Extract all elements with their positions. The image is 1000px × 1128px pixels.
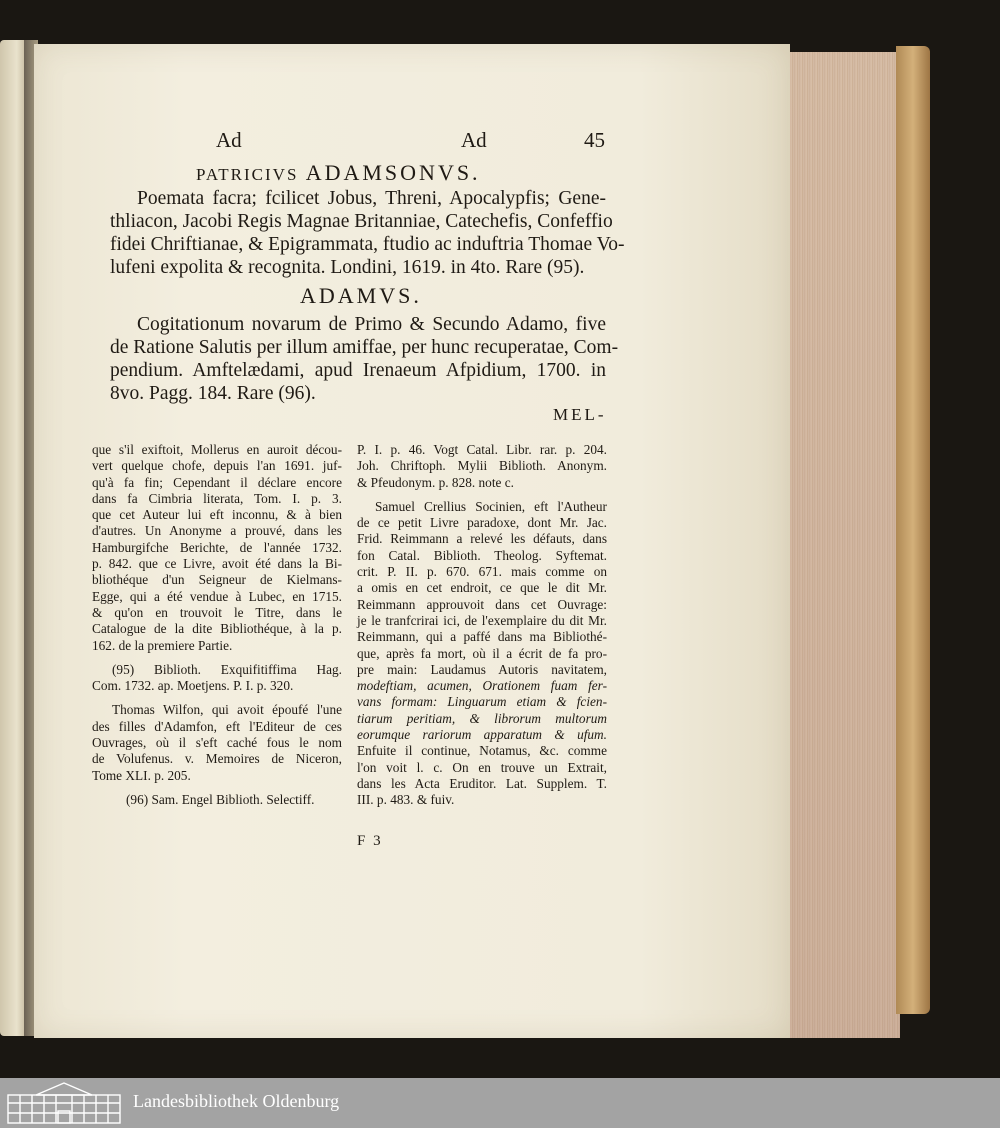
note-line: 162. de la premiere Partie. bbox=[92, 637, 233, 653]
text-line: Cogitationum novarum de Primo & Secundo Adamo, five bbox=[137, 314, 606, 335]
note-line: P. I. p. 46. Vogt Catal. Libr. rar. p. 204. bbox=[357, 442, 607, 457]
note-paragraph bbox=[357, 499, 607, 809]
note-line: je le tranfcrirai ici, de l'exemplaire du dit Mr. bbox=[357, 612, 607, 628]
catchword: MEL- bbox=[553, 405, 607, 424]
text-line: thliacon, Jacobi Regis Magnae Britanniae, Catechefis, Confeffio bbox=[110, 211, 613, 232]
note-line: Catalogue de la dite Bibliothéque, à la p. bbox=[92, 621, 342, 637]
note-paragraph bbox=[92, 442, 342, 654]
note-line: dans fa Cimbria literata, Tom. I. p. 3. bbox=[92, 490, 342, 506]
running-head-left: Ad bbox=[216, 128, 242, 152]
note-line: Joh. Chriftoph. Mylii Biblioth. Anonym. bbox=[357, 458, 607, 474]
entry-heading-adamus: ADAMVS. bbox=[300, 283, 422, 308]
note-line: que s'il exiftoit, Mollerus en auroit décou- bbox=[92, 442, 342, 457]
notes-column-left bbox=[92, 442, 342, 816]
page-number: 45 bbox=[584, 128, 605, 152]
note-line: & Pfeudonym. p. 828. note c. bbox=[357, 474, 514, 490]
note-line: bliothéque d'un Seigneur de Kielmans- bbox=[92, 572, 342, 588]
library-building-icon bbox=[6, 1081, 122, 1125]
note-line: Thomas Wilfon, qui avoit époufé l'une bbox=[112, 702, 342, 718]
text-line: lufeni expolita & recognita. Londini, 1619. in 4to. Rare (95). bbox=[110, 257, 585, 278]
note-line: Reimmann, qui a paffé dans ma Bibliothé- bbox=[357, 629, 607, 645]
note-line: Samuel Crellius Socinien, eft l'Autheur bbox=[375, 498, 607, 514]
footnote-95 bbox=[92, 662, 342, 695]
note-line: tiarum peritiam, & librorum multorum bbox=[357, 710, 607, 726]
text-line: de Ratione Salutis per illum amiffae, per hunc recuperatae, Com- bbox=[110, 337, 619, 358]
note-line: crit. P. II. p. 670. 671. mais comme on bbox=[357, 564, 607, 580]
entry-heading-adamsonus bbox=[196, 160, 481, 186]
note-line: modeftiam, acumen, Orationem fuam fer- bbox=[357, 678, 607, 694]
footnote-96 bbox=[92, 792, 342, 808]
note-line: l'on voit l. c. On en trouve un Extrait, bbox=[357, 759, 607, 775]
note-line: vert quelque chofe, depuis l'an 1691. juf- bbox=[92, 458, 342, 474]
note-line: Reimmann approuvoit dans cet Ouvrage: bbox=[357, 596, 607, 612]
note-line: Tome XLI. p. 205. bbox=[92, 767, 191, 783]
signature-mark: F 3 bbox=[357, 833, 383, 849]
note-line: Ouvrages, où il s'eft caché fous le nom bbox=[92, 735, 342, 751]
text-line: fidei Chriftianae, & Epigrammata, ftudio ac induftria Thomae Vo- bbox=[110, 234, 625, 255]
note-line: a omis en cet endroit, ce que le dit Mr. bbox=[357, 580, 607, 596]
note-line: Enfuite il continue, Notamus, &c. comme bbox=[357, 743, 607, 759]
note-paragraph bbox=[92, 702, 342, 783]
entry-body-adamsonus bbox=[110, 187, 625, 279]
note-paragraph bbox=[357, 442, 607, 491]
heading-surname: ADAMSONVS. bbox=[305, 160, 481, 185]
heading-first-name: PATRICIVS bbox=[196, 165, 299, 184]
note-line: de Volufenus. v. Memoires de Niceron, bbox=[92, 751, 342, 767]
text-line: 8vo. Pagg. 184. Rare (96). bbox=[110, 383, 316, 404]
note-line: vans formam: Linguarum etiam & fcien- bbox=[357, 694, 607, 710]
text-line: Poemata facra; fcilicet Jobus, Threni, Apocalypfis; Gene- bbox=[137, 188, 606, 209]
notes-column-right bbox=[357, 442, 607, 817]
running-head-center: Ad bbox=[461, 128, 487, 152]
note-line: Com. 1732. ap. Moetjens. P. I. p. 320. bbox=[92, 678, 294, 694]
note-line: d'autres. Un Anonyme a prouvé, dans les bbox=[92, 523, 342, 539]
note-line: Frid. Reimmann a relevé les défauts, dans bbox=[357, 531, 607, 547]
text-line: pendium. Amftelædami, apud Irenaeum Afpidium, 1700. in bbox=[110, 360, 606, 381]
note-line: (96) Sam. Engel Biblioth. Selectiff. bbox=[126, 791, 315, 807]
note-line: pre main: Laudamus Autoris navitatem, bbox=[357, 661, 607, 677]
book-cover bbox=[896, 46, 930, 1014]
note-line: eorumque rariorum apparatum & ufum. bbox=[357, 727, 607, 743]
note-line: fon Catal. Biblioth. Theolog. Syftemat. bbox=[357, 547, 607, 563]
entry-body-adamus bbox=[110, 313, 619, 405]
note-line: des filles d'Adamfon, eft l'Editeur de ces bbox=[92, 718, 342, 734]
note-line: qu'à fa fin; Cependant il déclare encore bbox=[92, 474, 342, 490]
note-line: que cet Auteur lui eft inconnu, & à bien bbox=[92, 507, 342, 523]
page-block-edges bbox=[788, 52, 900, 1038]
note-line: dans les Acta Eruditor. Lat. Supplem. T. bbox=[357, 775, 607, 791]
footer-bar bbox=[0, 1078, 1000, 1128]
note-line: Hamburgifche Berichte, de l'année 1732. bbox=[92, 539, 342, 555]
note-line: p. 842. que ce Livre, avoit été dans la Bi- bbox=[92, 556, 342, 572]
note-line: Egge, qui a été vendue à Lubec, en 1715. bbox=[92, 588, 342, 604]
note-line: III. p. 483. & fuiv. bbox=[357, 792, 455, 808]
note-line: & qu'on en trouvoit le Titre, dans le bbox=[92, 604, 342, 620]
note-line: de ce petit Livre paradoxe, dont Mr. Jac. bbox=[357, 515, 607, 531]
note-line: (95) Biblioth. Exquifitiffima Hag. bbox=[112, 661, 342, 677]
library-name[interactable]: Landesbibliothek Oldenburg bbox=[133, 1091, 340, 1111]
note-line: que, après fa mort, où il a écrit de fa pro- bbox=[357, 645, 607, 661]
